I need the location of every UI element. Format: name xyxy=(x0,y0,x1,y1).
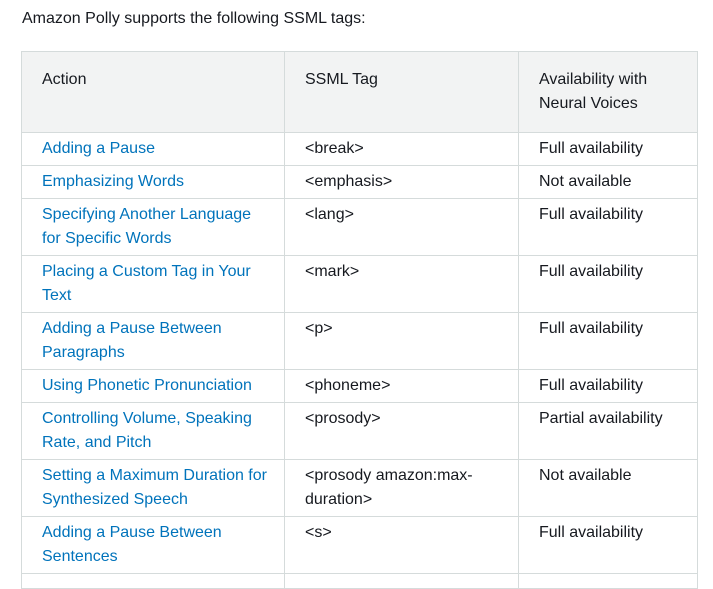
ssml-tag-cell: <mark> xyxy=(285,256,519,313)
availability-cell: Full availability xyxy=(519,199,698,256)
action-link-specifying-another-language[interactable]: Specifying Another Language for Specific Words xyxy=(42,206,252,247)
ssml-tag-cell: <break> xyxy=(285,133,519,166)
table-row xyxy=(22,517,698,574)
action-link-placing-custom-tag[interactable]: Placing a Custom Tag in Your Text xyxy=(42,263,251,304)
ssml-tag-cell: <prosody> xyxy=(285,403,519,460)
table-header xyxy=(22,52,698,133)
action-link-controlling-volume[interactable]: Controlling Volume, Speaking Rate, and Pitch xyxy=(42,410,252,451)
empty-cell xyxy=(22,574,285,589)
action-cell xyxy=(22,256,285,313)
table-row xyxy=(22,256,698,313)
action-cell xyxy=(22,403,285,460)
action-link-emphasizing-words[interactable]: Emphasizing Words xyxy=(42,173,184,190)
ssml-tag-cell: <prosody amazon:max-duration> xyxy=(285,460,519,517)
action-cell xyxy=(22,313,285,370)
table-row xyxy=(22,313,698,370)
action-cell xyxy=(22,133,285,166)
availability-cell: Not available xyxy=(519,166,698,199)
availability-cell: Full availability xyxy=(519,313,698,370)
availability-cell: Full availability xyxy=(519,370,698,403)
action-cell xyxy=(22,199,285,256)
availability-cell: Not available xyxy=(519,460,698,517)
action-link-adding-a-pause[interactable]: Adding a Pause xyxy=(42,140,155,157)
action-link-pause-between-paragraphs[interactable]: Adding a Pause Between Paragraphs xyxy=(42,320,222,361)
empty-cell xyxy=(519,574,698,589)
table-row xyxy=(22,133,698,166)
table-body xyxy=(22,133,698,589)
ssml-tag-cell: <s> xyxy=(285,517,519,574)
table-row xyxy=(22,370,698,403)
availability-cell: Full availability xyxy=(519,133,698,166)
table-row xyxy=(22,460,698,517)
action-link-maximum-duration[interactable]: Setting a Maximum Duration for Synthesized Speech xyxy=(42,467,267,508)
table-row xyxy=(22,403,698,460)
availability-cell: Full availability xyxy=(519,517,698,574)
action-cell xyxy=(22,460,285,517)
ssml-tag-cell: <lang> xyxy=(285,199,519,256)
ssml-tags-table xyxy=(21,51,698,589)
ssml-tags-table-container xyxy=(21,51,697,589)
ssml-tag-cell: <phoneme> xyxy=(285,370,519,403)
header-row xyxy=(22,52,698,133)
action-cell xyxy=(22,517,285,574)
intro-text: Amazon Polly supports the following SSML tags: xyxy=(22,10,366,27)
action-link-pause-between-sentences[interactable]: Adding a Pause Between Sentences xyxy=(42,524,222,565)
empty-cell xyxy=(285,574,519,589)
ssml-tag-cell: <p> xyxy=(285,313,519,370)
table-row xyxy=(22,166,698,199)
table-row xyxy=(22,199,698,256)
action-cell xyxy=(22,166,285,199)
header-availability: Availability with Neural Voices xyxy=(519,52,698,133)
action-link-phonetic-pronunciation[interactable]: Using Phonetic Pronunciation xyxy=(42,377,252,394)
availability-cell: Partial availability xyxy=(519,403,698,460)
header-ssml-tag: SSML Tag xyxy=(285,52,519,133)
availability-cell: Full availability xyxy=(519,256,698,313)
ssml-tag-cell: <emphasis> xyxy=(285,166,519,199)
header-action: Action xyxy=(22,52,285,133)
table-row-cut-off xyxy=(22,574,698,589)
action-cell xyxy=(22,370,285,403)
